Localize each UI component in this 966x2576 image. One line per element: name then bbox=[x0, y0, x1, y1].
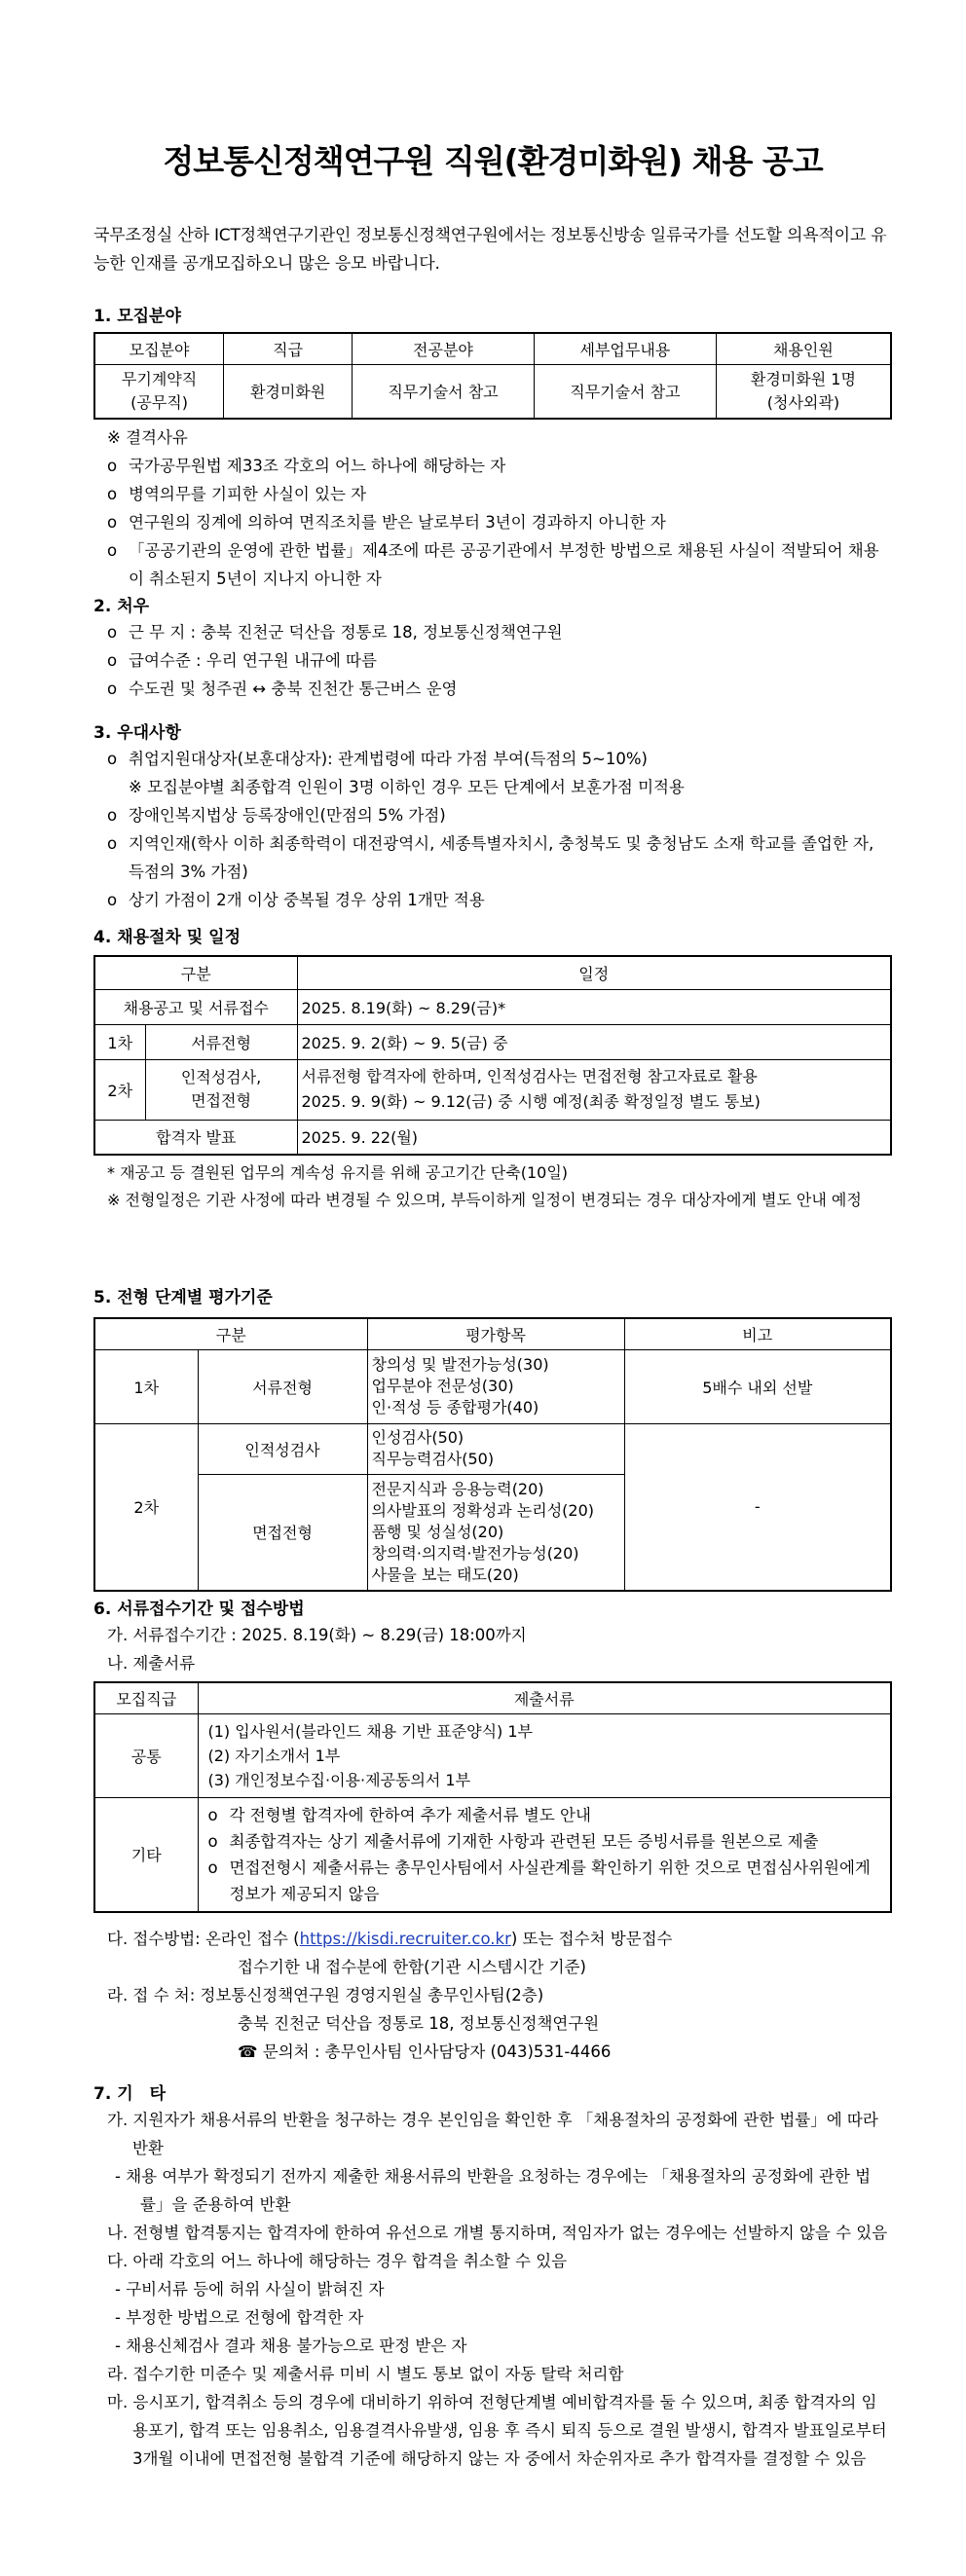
section-evaluation bbox=[93, 1283, 892, 1592]
row-label: 채용공고 및 서류접수 bbox=[94, 989, 297, 1024]
row-value: 서류전형 합격자에 한하며, 인적성검사는 면접전형 참고자료로 활용 2025. 9. 9(화) ~ 9.12(금) 중 시행 예정(최종 확정일정 별도 통보) bbox=[297, 1059, 891, 1120]
list-item: o 지역인재(학사 이하 최종학력이 대전광역시, 세종특별자치시, 충청북도 및 충청남도 소재 학교를 졸업한 자, 득점의 3% 가점) bbox=[107, 834, 874, 881]
data-cell: 환경미화원 1명 (청사외곽) bbox=[716, 364, 891, 419]
submission-method: 다. 접수방법: 온라인 접수 (https://kisdi.recruiter.co.kr) 또는 접수처 방문접수 bbox=[107, 1930, 673, 1948]
header-cell: 세부업무내용 bbox=[534, 333, 716, 364]
list-item: 다. 아래 각호의 어느 하나에 해당하는 경우 합격을 취소할 수 있음 bbox=[107, 2252, 568, 2270]
data-cell: 직무기술서 참고 bbox=[353, 364, 535, 419]
list-subitem: - 채용 여부가 확정되기 전까지 제출한 채용서류의 반환을 요청하는 경우에는 「채용절차의 공정화에 관한 법률」을 준용하여 반환 bbox=[115, 2167, 872, 2214]
data-cell: 환경미화원 bbox=[224, 364, 353, 419]
section-recruit-field bbox=[93, 302, 892, 593]
header-cell: 평가항목 bbox=[367, 1318, 624, 1349]
row-label: 합격자 발표 bbox=[94, 1120, 297, 1155]
section-submission bbox=[93, 1595, 892, 2066]
row-label: 면접전형 bbox=[198, 1474, 367, 1591]
submission-period: 가. 서류접수기간 : 2025. 8.19(화) ~ 8.29(금) 18:00까지 bbox=[107, 1626, 527, 1644]
submission-docs-title: 나. 제출서류 bbox=[107, 1654, 196, 1673]
eval-items: 인성검사(50) 직무능력검사(50) bbox=[367, 1423, 624, 1474]
row-label: 인적성검사 bbox=[198, 1423, 367, 1474]
header-cell: 직급 bbox=[224, 333, 353, 364]
eval-note: 5배수 내외 선발 bbox=[624, 1349, 891, 1423]
header-cell: 구분 bbox=[94, 1318, 367, 1349]
list-item: o 「공공기관의 운영에 관한 법률」제4조에 따른 공공기관에서 부정한 방법으로 채용된 사실이 적발되어 채용이 취소된지 5년이 지나지 아니한 자 bbox=[107, 541, 879, 588]
header-cell: 모집분야 bbox=[94, 333, 224, 364]
schedule-note: ※ 전형일정은 기관 사정에 따라 변경될 수 있으며, 부득이하게 일정이 변경되는 경우 대상자에게 별도 안내 예정 bbox=[107, 1191, 862, 1209]
etc-docs: o 각 전형별 합격자에 한하여 추가 제출서류 별도 안내 o 최종합격자는 상기 제출서류에 기재한 사항과 관련된 모든 증빙서류를 원본으로 제출 o 면접전형시 제출서류는 총무인사팀에서 사실관계를 확인하기 위한 것으로 면접심사위원에게 정보가 제공되지 않음 bbox=[198, 1797, 891, 1912]
list-item: o 병역의무를 기피한 사실이 있는 자 bbox=[107, 485, 367, 503]
list-item: o 근 무 지 : 충북 진천군 덕산읍 정통로 18, 정보통신정책연구원 bbox=[107, 623, 563, 642]
section-heading: 2. 처우 bbox=[93, 597, 150, 616]
list-item: o 상기 가점이 2개 이상 중복될 경우 상위 1개만 적용 bbox=[107, 891, 485, 909]
list-item: 가. 지원자가 채용서류의 반환을 청구하는 경우 본인임을 확인한 후 「채용절차의 공정화에 관한 법률」에 따라 반환 bbox=[107, 2111, 878, 2157]
header-cell: 모집직급 bbox=[94, 1682, 198, 1713]
header-cell: 구분 bbox=[94, 956, 297, 989]
section-heading: 6. 서류접수기간 및 접수방법 bbox=[93, 1600, 305, 1619]
section-treatment bbox=[93, 592, 892, 703]
row-value: 2025. 8.19(화) ~ 8.29(금)* bbox=[297, 989, 891, 1024]
list-item: 라. 접수기한 미준수 및 제출서류 미비 시 별도 통보 없이 자동 탈락 처리함 bbox=[107, 2365, 624, 2383]
eval-items: 전문지식과 응용능력(20) 의사발표의 정확성과 논리성(20) 품행 및 성실성(20) 창의력·의지력·발전가능성(20) 사물을 보는 태도(20) bbox=[367, 1474, 624, 1591]
row-value: 2025. 9. 2(화) ~ 9. 5(금) 중 bbox=[297, 1024, 891, 1059]
common-docs: (1) 입사원서(블라인드 채용 기반 표준양식) 1부 (2) 자기소개서 1부 (3) 개인정보수집·이용·제공동의서 1부 bbox=[198, 1713, 891, 1797]
contact-info: ☎ 문의처 : 총무인사팀 인사담당자 (043)531-4466 bbox=[238, 2042, 612, 2061]
list-item: o 국가공무원법 제33조 각호의 어느 하나에 해당하는 자 bbox=[107, 457, 506, 475]
header-cell: 전공분야 bbox=[353, 333, 535, 364]
apply-link[interactable]: https://kisdi.recruiter.co.kr bbox=[299, 1930, 511, 1948]
eval-note: - bbox=[624, 1423, 891, 1591]
section-heading: 3. 우대사항 bbox=[93, 723, 181, 743]
evaluation-table bbox=[93, 1317, 892, 1592]
section-preference bbox=[93, 718, 892, 914]
intro-paragraph: 국무조정실 산하 ICT정책연구기관인 정보통신정책연구원에서는 정보통신방송 일류국가를 선도할 의욕적이고 유능한 인재를 공개모집하오니 많은 응모 바랍니다. bbox=[93, 226, 887, 274]
submission-place: 라. 접 수 처: 정보통신정책연구원 경영지원실 총무인사팀(2층) bbox=[107, 1986, 544, 2005]
row-label: 공통 bbox=[94, 1713, 198, 1797]
stage-cell: 2차 bbox=[94, 1423, 198, 1591]
section-heading: 5. 전형 단계별 평가기준 bbox=[93, 1288, 273, 1307]
list-note: ※ 모집분야별 최종합격 인원이 3명 이하인 경우 모든 단계에서 보훈가점 미적용 bbox=[129, 778, 685, 796]
list-subitem: - 부정한 방법으로 전형에 합격한 자 bbox=[115, 2308, 364, 2327]
header-cell: 채용인원 bbox=[716, 333, 891, 364]
eval-items: 창의성 및 발전가능성(30) 업무분야 전문성(30) 인·적성 등 종합평가(40) bbox=[367, 1349, 624, 1423]
schedule-note: * 재공고 등 결원된 업무의 계속성 유지를 위해 공고기간 단축(10일) bbox=[107, 1163, 569, 1182]
submission-method-note: 접수기한 내 접수분에 한함(기관 시스템시간 기준) bbox=[238, 1958, 586, 1976]
submission-address: 충북 진천군 덕산읍 정통로 18, 정보통신정책연구원 bbox=[238, 2014, 600, 2033]
row-label: 서류전형 bbox=[145, 1024, 297, 1059]
documents-table bbox=[93, 1681, 892, 1913]
header-cell: 제출서류 bbox=[198, 1682, 891, 1713]
data-cell: 무기계약직 (공무직) bbox=[94, 364, 224, 419]
data-cell: 직무기술서 참고 bbox=[534, 364, 716, 419]
list-item: o 장애인복지법상 등록장애인(만점의 5% 가점) bbox=[107, 806, 446, 825]
list-subitem: - 채용신체검사 결과 채용 불가능으로 판정 받은 자 bbox=[115, 2337, 467, 2355]
list-item: 마. 응시포기, 합격취소 등의 경우에 대비하기 위하여 전형단계별 예비합격자를 둘 수 있으며, 최종 합격자의 임용포기, 합격 또는 임용취소, 임용결격사유발생, 임용 후 즉시 퇴직 등으로 결원 발생시, 합격자 발표일로부터 3개월 이내에 면접전형 불합격 기준에 해당하지 않는 자 중에서 차순위자로 추가 합격자를 결정할 수 있음 bbox=[107, 2393, 887, 2468]
row-label: 기타 bbox=[94, 1797, 198, 1912]
section-schedule bbox=[93, 923, 892, 1214]
section-heading: 7. 기 타 bbox=[93, 2084, 167, 2104]
section-heading: 4. 채용절차 및 일정 bbox=[93, 928, 241, 947]
stage-cell: 2차 bbox=[94, 1059, 145, 1120]
section-heading: 1. 모집분야 bbox=[93, 307, 181, 326]
schedule-table bbox=[93, 955, 892, 1156]
section-others bbox=[93, 2079, 892, 2473]
page-title: 정보통신정책연구원 직원(환경미화원) 채용 공고 bbox=[163, 142, 823, 180]
row-label: 서류전형 bbox=[198, 1349, 367, 1423]
row-value: 2025. 9. 22(월) bbox=[297, 1120, 891, 1155]
list-item: o 수도권 및 청주권 ↔ 충북 진천간 통근버스 운영 bbox=[107, 680, 458, 698]
stage-cell: 1차 bbox=[94, 1349, 198, 1423]
header-cell: 비고 bbox=[624, 1318, 891, 1349]
list-item: o 취업지원대상자(보훈대상자): 관계법령에 따라 가점 부여(득점의 5~10%) bbox=[107, 750, 648, 768]
row-label: 인적성검사, 면접전형 bbox=[145, 1059, 297, 1120]
list-item: 나. 전형별 합격통지는 합격자에 한하여 유선으로 개별 통지하며, 적임자가 없는 경우에는 선발하지 않을 수 있음 bbox=[107, 2224, 888, 2242]
list-subitem: - 구비서류 등에 허위 사실이 밝혀진 자 bbox=[115, 2280, 385, 2299]
list-item: o 급여수준 : 우리 연구원 내규에 따름 bbox=[107, 651, 377, 670]
recruit-table bbox=[93, 332, 892, 420]
header-cell: 일정 bbox=[297, 956, 891, 989]
list-item: o 연구원의 징계에 의하여 면직조치를 받은 날로부터 3년이 경과하지 아니한 자 bbox=[107, 513, 666, 532]
disqualification-title: ※ 결격사유 bbox=[107, 428, 188, 447]
stage-cell: 1차 bbox=[94, 1024, 145, 1059]
